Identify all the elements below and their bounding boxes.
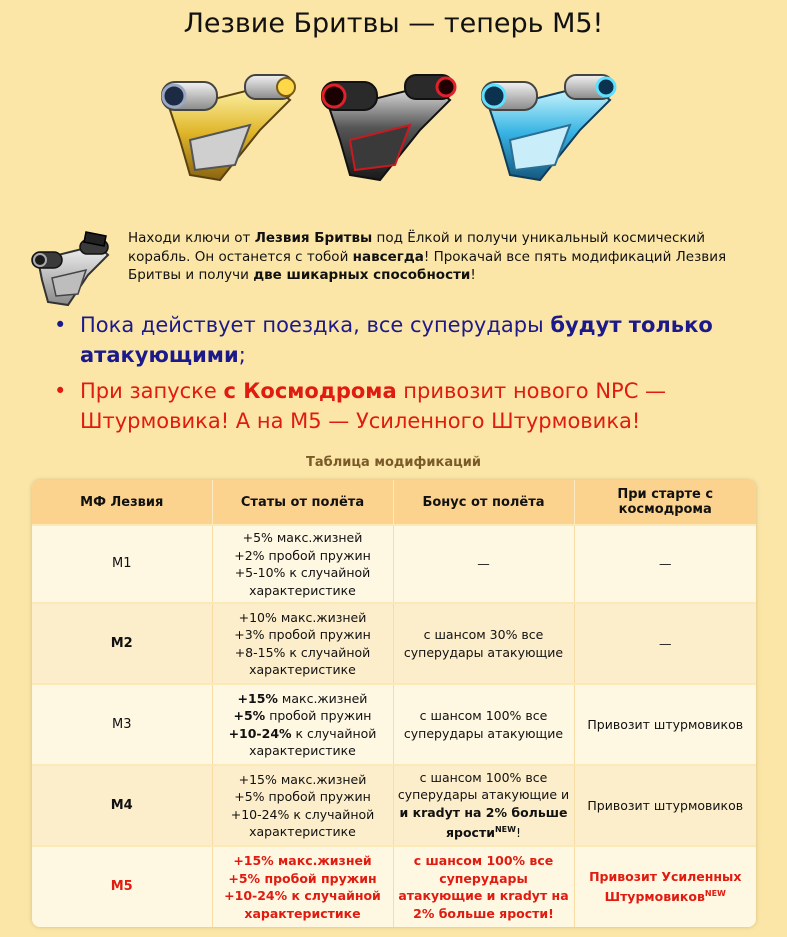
stat-line: [217, 725, 389, 760]
table-row: [32, 684, 756, 765]
start-cell: [574, 846, 756, 927]
bullet-icon: •: [54, 379, 67, 403]
table-header-row: [32, 480, 756, 525]
feature-text: привозит нового NPC — Штурмовика! А на М5 — Усиленного Штурмовика!: [80, 379, 667, 433]
bonus-cell: с шансом 100% все суперудары атакующие: [393, 684, 574, 765]
stat-text: к случайной характеристике: [249, 725, 377, 758]
stats-cell: [212, 684, 393, 765]
stat-line: +10% макс.жизней: [238, 609, 367, 625]
mf-cell: М2: [32, 603, 212, 684]
intro-text: под Ёлкой и получи уникальный космический корабль. Он останется с тобой: [128, 230, 706, 265]
start-cell: —: [574, 603, 756, 684]
stat-line: [217, 690, 389, 708]
bonus-cell: с шансом 100% все суперудары атакующие и кradут на 2% больше ярости!: [393, 846, 574, 927]
stat-line: +5-10% к случайной характеристике: [234, 565, 371, 598]
new-badge: NEW: [494, 825, 516, 835]
mf-cell: М1: [32, 525, 212, 603]
stat-line: +5% пробой пружин: [228, 870, 377, 886]
intro-text: !: [470, 267, 476, 283]
ship-variants-illustration: [150, 70, 630, 190]
stat-bold: +10-24%: [228, 725, 292, 741]
stats-cell: [212, 525, 393, 603]
feature-bold: с Космодрома: [223, 379, 397, 403]
bonus-cell: [393, 765, 574, 846]
stat-text: макс.жизней: [277, 690, 368, 706]
mf-cell: М4: [32, 765, 212, 846]
feature-text: При запуске: [80, 379, 224, 403]
stats-cell: [212, 765, 393, 846]
page-title: Лезвие Бритвы — теперь М5!: [183, 8, 604, 39]
bonus-text: с шансом 100% все суперудары атакующие и: [397, 769, 570, 803]
modifications-table: [32, 480, 756, 927]
table-row: [32, 525, 756, 603]
red-ship-icon: [322, 75, 455, 180]
bonus-bold: и кradут на 2% больше ярости: [399, 804, 568, 841]
stat-line: +8-15% к случайной характеристике: [234, 644, 371, 677]
feature-item-npc: [50, 376, 740, 436]
column-header: Статы от полёта: [212, 480, 393, 525]
stat-line: +5% макс.жизней: [242, 530, 363, 545]
mf-cell: М3: [32, 684, 212, 765]
start-cell: Привозит штурмовиков: [574, 765, 756, 846]
table-row: [32, 603, 756, 684]
start-cell: Привозит штурмовиков: [574, 684, 756, 765]
blue-ship-icon: [482, 75, 615, 180]
stat-bold: +15%: [237, 690, 278, 706]
intro-text: ! Прокачай все пять модификаций Лезвия Бритвы и получи: [128, 248, 727, 283]
intro-paragraph: [128, 229, 728, 285]
intro-bold: Лезвия Бритвы: [254, 230, 373, 246]
stat-bold: +5%: [233, 708, 266, 723]
gold-ship-icon: [162, 75, 295, 180]
stat-line: +15% макс.жизней: [233, 853, 372, 868]
feature-item-attacking: [50, 310, 740, 370]
bonus-cell: —: [393, 525, 574, 603]
table-row: [32, 846, 756, 927]
feature-text: Пока действует поездка, все суперудары: [80, 313, 551, 337]
start-cell: —: [574, 525, 756, 603]
feature-bold: будут только атакующими: [80, 313, 713, 367]
stats-cell: [212, 846, 393, 927]
stat-line: +5% пробой пружин: [234, 789, 371, 804]
mf-cell: М5: [32, 846, 212, 927]
intro-text: Находи ключи от: [128, 230, 255, 246]
column-header: Бонус от полёта: [393, 480, 574, 525]
table-row: [32, 765, 756, 846]
stat-line: +15% макс.жизней: [238, 771, 367, 787]
feature-text: ;: [238, 343, 246, 367]
bullet-icon: •: [54, 313, 67, 337]
ship-key-icon: [28, 230, 116, 310]
stat-line: [217, 707, 389, 725]
bonus-text: !: [515, 825, 521, 841]
stat-line: +10-24% к случайной характеристике: [224, 888, 381, 921]
stat-line: +10-24% к случайной характеристике: [230, 806, 375, 839]
new-badge: NEW: [704, 889, 726, 899]
stat-line: +3% пробой пружин: [234, 627, 371, 642]
column-header: При старте с космодрома: [574, 480, 756, 525]
column-header: МФ Лезвия: [32, 480, 212, 525]
stat-line: +2% пробой пружин: [234, 547, 371, 563]
start-text: Привозит Усиленных Штурмовиков: [589, 868, 742, 905]
intro-bold: навсегда: [352, 248, 424, 265]
intro-bold: две шикарных способности: [253, 267, 471, 283]
stat-text: пробой пружин: [265, 708, 372, 723]
bonus-cell: с шансом 30% все суперудары атакующие: [393, 603, 574, 684]
table-caption: Таблица модификаций: [306, 455, 481, 470]
stats-cell: [212, 603, 393, 684]
feature-list: [50, 310, 740, 442]
